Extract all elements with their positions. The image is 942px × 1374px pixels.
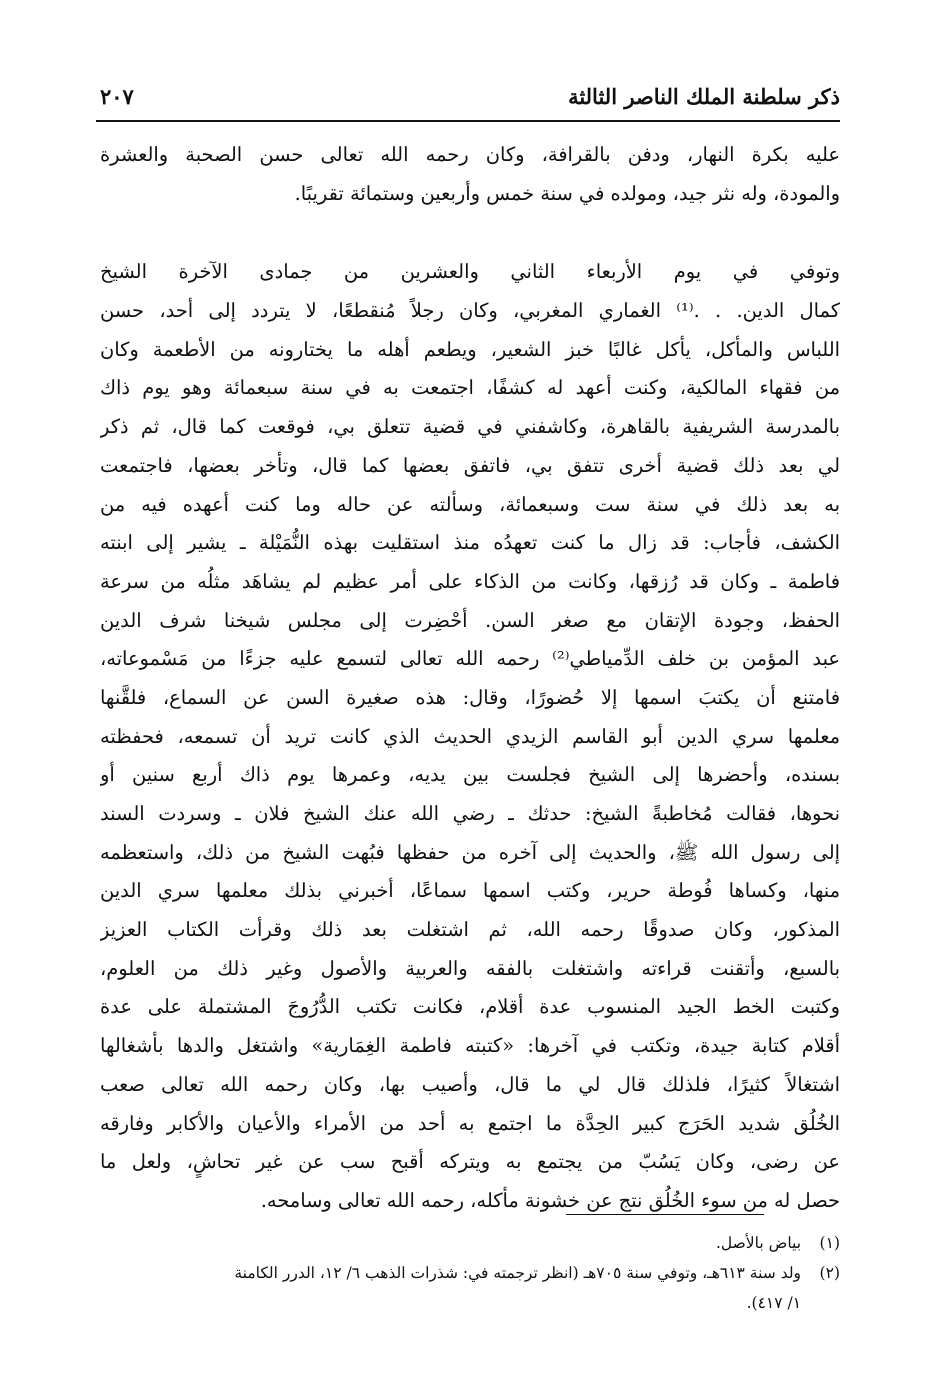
text-line: به بعد ذلك في سنة ست وسبعمائة، وسألته عن حاله وما كنت أعهده فيه من xyxy=(100,492,840,516)
text-line: عبد المؤمن بن خلف الدِّمياطي⁽²⁾ رحمه الله تعالى لتسمع عليه جزءًا من مَسْموعاته، xyxy=(100,647,840,671)
text-line: وكتبت الخط الجيد المنسوب عدة أقلام، فكانت تكتب الدُّرُوجَ المشتملة على عدة xyxy=(100,995,840,1019)
footnote-text: ولد سنة ٦١٣هـ، وتوفي سنة ٧٠٥هـ (انظر ترجمته في: شذرات الذهب ٦/ ١٢، الدرر الكامنة xyxy=(234,1264,802,1282)
text-line: عليه بكرة النهار، ودفن بالقرافة، وكان رحمه الله تعالى حسن الصحبة والعشرة xyxy=(100,143,840,166)
text-line: اللباس والمأكل، يأكل غالبًا خبز الشعير، ويطعم أهله ما يختارونه من الأطعمة وكان xyxy=(100,337,840,361)
text-line: منها، وكساها فُوطة حرير، وكتب اسمها سماعًا، أخبرني بذلك معلمها سري الدين xyxy=(100,879,840,903)
body-text xyxy=(100,136,840,1221)
footnote-number: (١) xyxy=(819,1234,840,1252)
paragraph-gap xyxy=(100,213,840,253)
text-line: لي بعد ذلك قضية أخرى تتفق بي، فاتفق بعضها كما قال، وتأخر بعضها، فاجتمعت xyxy=(100,453,840,477)
text-line: من فقهاء المالكية، وكنت أعهد له كشفًا، اجتمعت به في سنة سبعمائة وهو يوم ذاك xyxy=(100,376,840,400)
text-line: كمال الدين. . .⁽¹⁾ الغماري المغربي، وكان رجلاً مُنقطعًا، لا يتردد إلى أحد، حسن xyxy=(100,299,840,323)
page-header xyxy=(96,80,840,122)
text-line: أقلام كتابة جيدة، وتكتب في آخرها: «كتبته فاطمة الغِمَارية» واشتغل والدها بأشغالها xyxy=(100,1034,840,1058)
footnote-number: (٢) xyxy=(819,1264,840,1282)
text-line: بسنده، وأحضرها إلى الشيخ فجلست بين يديه، وعمرها يوم ذاك أربع سنين أو xyxy=(100,763,840,787)
text-line: فاطمة ـ وكان قد رُزقها، وكانت من الذكاء على أمر عظيم لم يشاهَد مثلُه من سرعة xyxy=(100,569,840,593)
text-line: معلمها سري الدين أبو القاسم الزيدي الحديث الذي كانت تريد أن تسمعه، فحفظته xyxy=(100,724,840,748)
footnotes xyxy=(96,1228,840,1318)
text-line: المذكور، وكان صدوقًا رحمه الله، ثم اشتغلت بعد ذلك وقرأت الكتاب العزيز xyxy=(100,918,840,942)
running-head: ذكر سلطنة الملك الناصر الثالثة xyxy=(568,84,840,109)
text-line: بالسبع، وأتقنت قراءته واشتغلت بالفقه والعربية والأصول وغير ذلك من العلوم، xyxy=(100,956,840,980)
text-line: فامتنع أن يكتبَ اسمها إلا حُضورًا، وقال: هذه صغيرة السن عن السماع، فلقَّنها xyxy=(100,685,840,709)
text-line: الخُلُق شديد الحَرَج كبير الحِدَّة ما اجتمع به أحد من الأمراء والأعيان والأكابر وفارقه xyxy=(100,1111,840,1135)
text-line: وتوفي في يوم الأربعاء الثاني والعشرين من جمادى الآخرة الشيخ xyxy=(100,260,840,284)
text-line: عن رضى، وكان يَسُبّ من يجتمع به ويتركه أقبح سب عن غير تحاشٍ، ولعل ما xyxy=(100,1150,840,1174)
footnote-1 xyxy=(96,1228,840,1258)
footnote-text: ١/ ٤١٧). xyxy=(746,1294,802,1312)
text-line: حصل له من سوء الخُلُق نتج عن خشونة مأكله، رحمه الله تعالى وسامحه. xyxy=(260,1188,840,1212)
page-number: ٢٠٧ xyxy=(100,84,134,109)
text-line: بالمدرسة الشريفية بالقاهرة، وكاشفني في قضية تتعلق بي، فوقعت كما قال، ثم ذكر xyxy=(100,415,840,439)
paragraph-2 xyxy=(100,253,840,1220)
text-line: إلى رسول الله ﷺ، والحديث إلى آخره من حفظها فبُهت الشيخ من ذلك، واستعظمه xyxy=(100,840,840,864)
footnote-text: بياض بالأصل. xyxy=(715,1234,802,1252)
text-line: الكشف، فأجاب: قد زال ما كنت تعهدُه منذ استقليت بهذه النُّمَيْلة ـ يشير إلى ابنته xyxy=(100,531,840,555)
text-line: الحفظ، وجودة الإتقان مع صغر السن. أحْضِرت إلى مجلس شيخنا شرف الدين xyxy=(100,608,840,632)
footnote-2-continuation xyxy=(96,1288,840,1318)
text-line: نحوها، فقالت مُخاطبةً الشيخ: حدثك ـ رضي الله عنك الشيخ فلان ـ وسردت السند xyxy=(100,802,840,825)
paragraph-1 xyxy=(100,136,840,213)
footnote-separator xyxy=(566,1214,764,1215)
footnote-2 xyxy=(96,1258,840,1288)
text-line: اشتغالاً كثيرًا، فلذلك قال لي ما قال، وأصيب بها، وكان رحمه الله تعالى صعب xyxy=(100,1072,840,1096)
text-line: والمودة، وله نثر جيد، ومولده في سنة خمس وأربعين وستمائة تقريبًا. xyxy=(294,181,840,205)
